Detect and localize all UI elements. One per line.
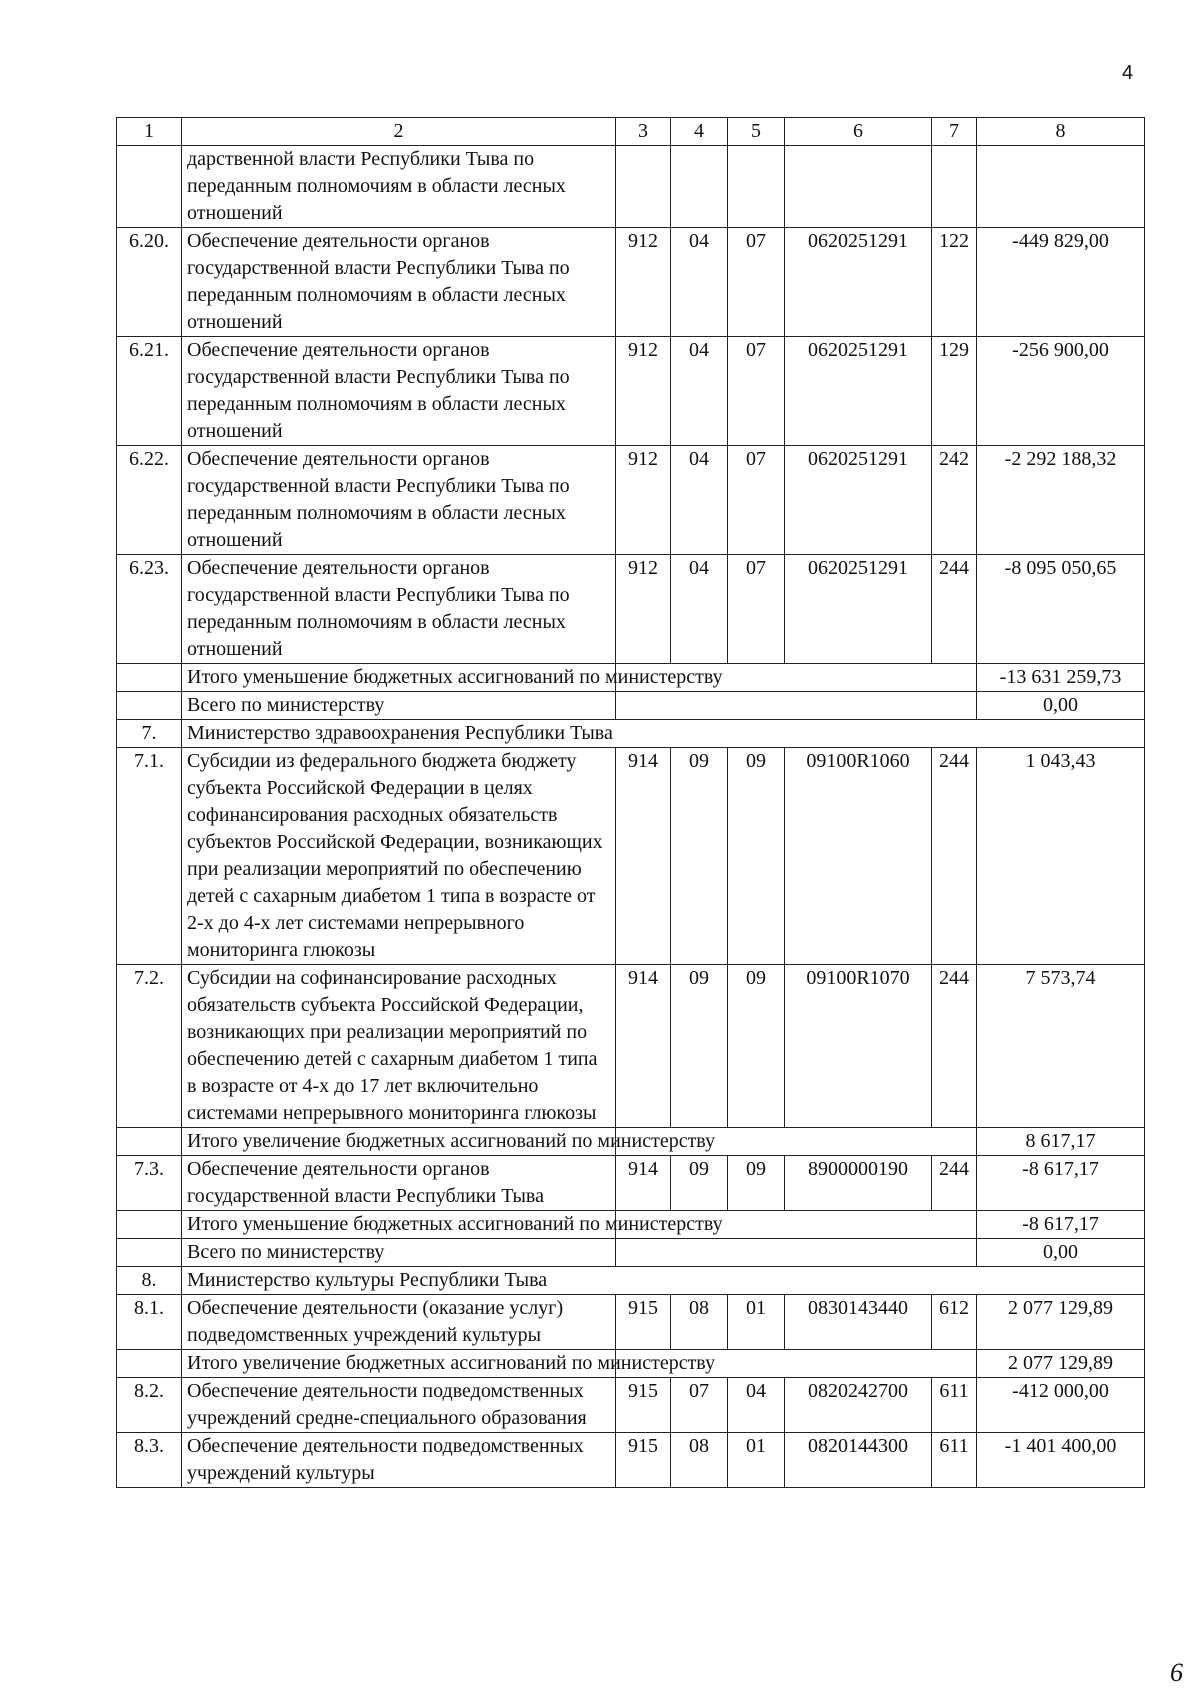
table-row xyxy=(117,1295,1145,1350)
header-cell: 3 xyxy=(616,118,671,146)
table-row xyxy=(117,965,1145,1128)
row-description: Обеспечение деятельности подведомственных учреждений культуры xyxy=(182,1433,616,1488)
total-label: Итого уменьшение бюджетных ассигнований по министерству xyxy=(182,664,616,692)
total-row xyxy=(117,692,1145,720)
row-amount: -2 292 188,32 xyxy=(977,446,1145,555)
table-row xyxy=(117,146,1145,228)
row-number: 8.3. xyxy=(117,1433,182,1488)
header-cell: 6 xyxy=(785,118,932,146)
header-cell: 2 xyxy=(182,118,616,146)
total-amount: 0,00 xyxy=(977,692,1145,720)
subsection-code: 01 xyxy=(728,1433,785,1488)
admin-code: 915 xyxy=(616,1378,671,1433)
expense-type-code: 242 xyxy=(932,446,977,555)
corner-mark: 6 xyxy=(1170,1658,1183,1687)
total-label: Всего по министерству xyxy=(182,692,616,720)
row-description: Обеспечение деятельности (оказание услуг) подведомственных учреждений культуры xyxy=(182,1295,616,1350)
row-amount: -8 095 050,65 xyxy=(977,555,1145,664)
target-article-code xyxy=(785,146,932,228)
section-title: Министерство здравоохранения Республики Тыва xyxy=(182,720,1145,748)
row-number: 6.22. xyxy=(117,446,182,555)
row-amount: 1 043,43 xyxy=(977,748,1145,965)
section-code: 04 xyxy=(671,446,728,555)
header-row xyxy=(117,118,1145,146)
section-code: 08 xyxy=(671,1295,728,1350)
section-code: 07 xyxy=(671,1378,728,1433)
admin-code: 914 xyxy=(616,965,671,1128)
total-gap xyxy=(616,692,977,720)
row-number: 7.2. xyxy=(117,965,182,1128)
target-article-code: 0620251291 xyxy=(785,228,932,337)
admin-code: 915 xyxy=(616,1295,671,1350)
row-description: Обеспечение деятельности органов государственной власти Республики Тыва xyxy=(182,1156,616,1211)
row-amount: 2 077 129,89 xyxy=(977,1295,1145,1350)
target-article-code: 0830143440 xyxy=(785,1295,932,1350)
total-amount: 0,00 xyxy=(977,1239,1145,1267)
expense-type-code: 612 xyxy=(932,1295,977,1350)
section-code: 09 xyxy=(671,965,728,1128)
budget-table xyxy=(116,117,1145,1488)
section-code: 04 xyxy=(671,228,728,337)
expense-type-code: 122 xyxy=(932,228,977,337)
table-row xyxy=(117,228,1145,337)
subsection-code: 01 xyxy=(728,1295,785,1350)
subsection-code: 07 xyxy=(728,228,785,337)
row-number: 6.23. xyxy=(117,555,182,664)
total-row xyxy=(117,1128,1145,1156)
row-amount: -412 000,00 xyxy=(977,1378,1145,1433)
row-description: Субсидии из федерального бюджета бюджету субъекта Российской Федерации в целях софинансирования расходных обязательств субъектов Российской Федерации, возникающих при реализации мероприятий по обеспечению детей с сахарным диабетом 1 типа в возрасте от 2-х до 4-х лет системами непрерывного мониторинга глюкозы xyxy=(182,748,616,965)
row-number xyxy=(117,1239,182,1267)
row-description: дарственной власти Республики Тыва по переданным полномочиям в области лесных отношений xyxy=(182,146,616,228)
section-code xyxy=(671,146,728,228)
target-article-code: 09100R1070 xyxy=(785,965,932,1128)
row-amount: -8 617,17 xyxy=(977,1156,1145,1211)
header-cell: 5 xyxy=(728,118,785,146)
expense-type-code: 129 xyxy=(932,337,977,446)
row-description: Субсидии на софинансирование расходных обязательств субъекта Российской Федерации, возникающих при реализации мероприятий по обеспечению детей с сахарным диабетом 1 типа в возрасте от 4-х до 17 лет включительно системами непрерывного мониторинга глюкозы xyxy=(182,965,616,1128)
total-gap xyxy=(616,1239,977,1267)
subsection-code: 07 xyxy=(728,337,785,446)
subsection-code: 04 xyxy=(728,1378,785,1433)
table-row xyxy=(117,748,1145,965)
page-number: 4 xyxy=(1122,62,1134,84)
expense-type-code xyxy=(932,146,977,228)
total-row xyxy=(117,664,1145,692)
expense-type-code: 244 xyxy=(932,1156,977,1211)
row-amount: -449 829,00 xyxy=(977,228,1145,337)
total-amount: 2 077 129,89 xyxy=(977,1350,1145,1378)
expense-type-code: 244 xyxy=(932,748,977,965)
admin-code: 912 xyxy=(616,555,671,664)
admin-code: 912 xyxy=(616,446,671,555)
table-row xyxy=(117,1156,1145,1211)
subsection-code: 09 xyxy=(728,965,785,1128)
target-article-code: 0620251291 xyxy=(785,555,932,664)
row-amount: -256 900,00 xyxy=(977,337,1145,446)
row-amount: -1 401 400,00 xyxy=(977,1433,1145,1488)
expense-type-code: 244 xyxy=(932,555,977,664)
expense-type-code: 611 xyxy=(932,1433,977,1488)
total-amount: -13 631 259,73 xyxy=(977,664,1145,692)
section-code: 09 xyxy=(671,748,728,965)
row-number: 7. xyxy=(117,720,182,748)
header-cell: 1 xyxy=(117,118,182,146)
row-description: Обеспечение деятельности подведомственных учреждений средне-специального образования xyxy=(182,1378,616,1433)
subsection-code: 09 xyxy=(728,748,785,965)
row-description: Обеспечение деятельности органов государственной власти Республики Тыва по переданным полномочиям в области лесных отношений xyxy=(182,555,616,664)
target-article-code: 09100R1060 xyxy=(785,748,932,965)
row-description: Обеспечение деятельности органов государственной власти Республики Тыва по переданным полномочиям в области лесных отношений xyxy=(182,228,616,337)
total-label: Итого увеличение бюджетных ассигнований по министерству xyxy=(182,1350,616,1378)
subsection-code: 07 xyxy=(728,446,785,555)
total-amount: 8 617,17 xyxy=(977,1128,1145,1156)
row-number xyxy=(117,1128,182,1156)
expense-type-code: 244 xyxy=(932,965,977,1128)
row-number xyxy=(117,664,182,692)
row-amount xyxy=(977,146,1145,228)
target-article-code: 8900000190 xyxy=(785,1156,932,1211)
row-number: 8.2. xyxy=(117,1378,182,1433)
expense-type-code: 611 xyxy=(932,1378,977,1433)
table-row xyxy=(117,555,1145,664)
row-number xyxy=(117,1350,182,1378)
target-article-code: 0820144300 xyxy=(785,1433,932,1488)
subsection-code: 07 xyxy=(728,555,785,664)
target-article-code: 0820242700 xyxy=(785,1378,932,1433)
total-row xyxy=(117,1239,1145,1267)
header-cell: 8 xyxy=(977,118,1145,146)
section-title: Министерство культуры Республики Тыва xyxy=(182,1267,1145,1295)
total-label: Итого уменьшение бюджетных ассигнований по министерству xyxy=(182,1211,616,1239)
section-code: 04 xyxy=(671,555,728,664)
section-row xyxy=(117,1267,1145,1295)
admin-code: 912 xyxy=(616,228,671,337)
row-number xyxy=(117,146,182,228)
admin-code: 914 xyxy=(616,1156,671,1211)
section-code: 04 xyxy=(671,337,728,446)
admin-code: 915 xyxy=(616,1433,671,1488)
total-label: Итого увеличение бюджетных ассигнований по министерству xyxy=(182,1128,616,1156)
admin-code: 914 xyxy=(616,748,671,965)
row-number: 7.1. xyxy=(117,748,182,965)
table-row xyxy=(117,337,1145,446)
section-code: 08 xyxy=(671,1433,728,1488)
row-number: 8. xyxy=(117,1267,182,1295)
total-row xyxy=(117,1211,1145,1239)
total-label: Всего по министерству xyxy=(182,1239,616,1267)
subsection-code: 09 xyxy=(728,1156,785,1211)
section-code: 09 xyxy=(671,1156,728,1211)
row-number: 7.3. xyxy=(117,1156,182,1211)
row-number: 8.1. xyxy=(117,1295,182,1350)
row-description: Обеспечение деятельности органов государственной власти Республики Тыва по переданным полномочиям в области лесных отношений xyxy=(182,446,616,555)
table-row xyxy=(117,1433,1145,1488)
total-row xyxy=(117,1350,1145,1378)
table-row xyxy=(117,446,1145,555)
header-cell: 7 xyxy=(932,118,977,146)
row-number xyxy=(117,692,182,720)
header-cell: 4 xyxy=(671,118,728,146)
admin-code xyxy=(616,146,671,228)
row-number: 6.20. xyxy=(117,228,182,337)
row-description: Обеспечение деятельности органов государственной власти Республики Тыва по переданным полномочиям в области лесных отношений xyxy=(182,337,616,446)
target-article-code: 0620251291 xyxy=(785,337,932,446)
total-amount: -8 617,17 xyxy=(977,1211,1145,1239)
subsection-code xyxy=(728,146,785,228)
row-number xyxy=(117,1211,182,1239)
target-article-code: 0620251291 xyxy=(785,446,932,555)
admin-code: 912 xyxy=(616,337,671,446)
row-number: 6.21. xyxy=(117,337,182,446)
section-row xyxy=(117,720,1145,748)
table-row xyxy=(117,1378,1145,1433)
row-amount: 7 573,74 xyxy=(977,965,1145,1128)
